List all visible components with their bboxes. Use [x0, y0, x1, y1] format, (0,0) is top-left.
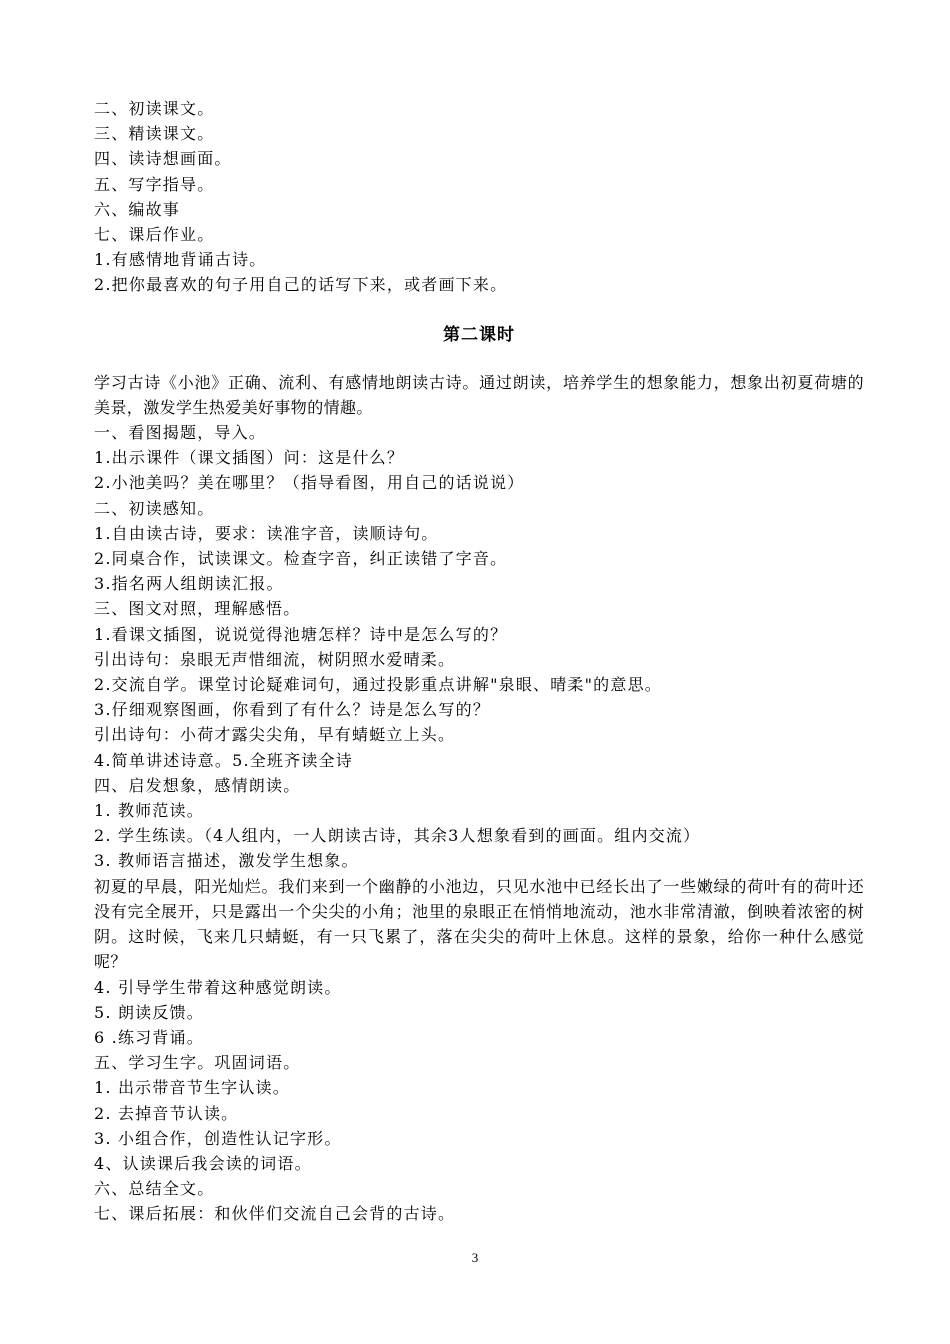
text-line: 1.看课文插图，说说觉得池塘怎样？诗中是怎么写的？ — [94, 624, 508, 644]
text-line: 二、初读感知。 — [94, 498, 215, 518]
text-line: 三、精读课文。 — [94, 124, 215, 144]
text-line: 3. 小组合作，创造性认记字形。 — [94, 1128, 342, 1148]
text-line: 5. 朗读反馈。 — [94, 1002, 204, 1022]
text-line: 3.指名两人组朗读汇报。 — [94, 574, 284, 594]
text-line: 3.仔细观察图画，你看到了有什么？诗是怎么写的？ — [94, 700, 491, 720]
section-one-list — [94, 96, 864, 298]
text-line: 五、学习生字。巩固词语。 — [94, 1053, 301, 1073]
text-line: 6 .练习背诵。 — [94, 1027, 204, 1047]
text-line: 1. 教师范读。 — [94, 801, 204, 821]
text-line: 七、课后拓展：和伙伴们交流自己会背的古诗。 — [94, 1204, 456, 1224]
intro-paragraph: 学习古诗《小池》正确、流利、有感情地朗读古诗。通过朗读，培养学生的想象能力，想象出初夏荷塘的美景，激发学生热爱美好事物的情趣。 — [94, 372, 864, 417]
text-line: 3. 教师语言描述，激发学生想象。 — [94, 851, 359, 871]
text-line: 一、看图揭题，导入。 — [94, 423, 267, 443]
text-line: 六、编故事 — [94, 199, 181, 219]
text-line: 4. 引导学生带着这种感觉朗读。 — [94, 977, 342, 997]
text-line: 三、图文对照，理解感悟。 — [94, 599, 301, 619]
page-number: 3 — [471, 1250, 479, 1265]
text-line: 2.交流自学。课堂讨论疑难词句，通过投影重点讲解"泉眼、晴柔"的意思。 — [94, 675, 662, 695]
text-line: 引出诗句：泉眼无声惜细流，树阴照水爱晴柔。 — [94, 649, 456, 669]
text-line: 4.简单讲述诗意。5.全班齐读全诗 — [94, 750, 353, 770]
text-line: 2. 去掉音节认读。 — [94, 1103, 239, 1123]
text-line: 1.有感情地背诵古诗。 — [94, 250, 267, 270]
text-line: 二、初读课文。 — [94, 99, 215, 118]
section-two-list-b — [94, 975, 864, 1227]
lesson-title: 第二课时 — [443, 324, 515, 345]
document-page — [94, 96, 864, 1227]
text-line: 1.自由读古诗，要求：读准字音，读顺诗句。 — [94, 523, 439, 543]
text-line: 五、写字指导。 — [94, 174, 215, 194]
section-two-list-a — [94, 420, 864, 874]
text-line: 1.出示课件（课文插图）问：这是什么？ — [94, 448, 405, 468]
text-line: 2.同桌合作，试读课文。检查字音，纠正读错了字音。 — [94, 549, 508, 569]
text-line: 2. 学生练读。（4人组内，一人朗读古诗，其余3人想象看到的画面。组内交流） — [94, 826, 701, 846]
text-line: 引出诗句：小荷才露尖尖角，早有蜻蜓立上头。 — [94, 725, 456, 745]
text-line: 四、启发想象，感情朗读。 — [94, 775, 301, 795]
text-line: 2.小池美吗？美在哪里？（指导看图，用自己的话说说） — [94, 473, 525, 493]
text-line: 四、读诗想画面。 — [94, 149, 232, 169]
text-line: 2.把你最喜欢的句子用自己的话写下来，或者画下来。 — [94, 275, 508, 295]
description-paragraph: 初夏的早晨，阳光灿烂。我们来到一个幽静的小池边，只见水池中已经长出了一些嫩绿的荷叶有的荷叶还没有完全展开，只是露出一个尖尖的小角；池里的泉眼正在悄悄地流动，池水非常清澈，倒映着浓密的树阴。这时候，飞来几只蜻蜓，有一只飞累了，落在尖尖的荷叶上休息。这样的景象，给你一种什么感觉呢？ — [94, 876, 864, 972]
text-line: 六、总结全文。 — [94, 1179, 215, 1199]
text-line: 1. 出示带音节生字认读。 — [94, 1078, 290, 1098]
text-line: 4、认读课后我会读的词语。 — [94, 1153, 312, 1173]
text-line: 七、课后作业。 — [94, 225, 215, 245]
